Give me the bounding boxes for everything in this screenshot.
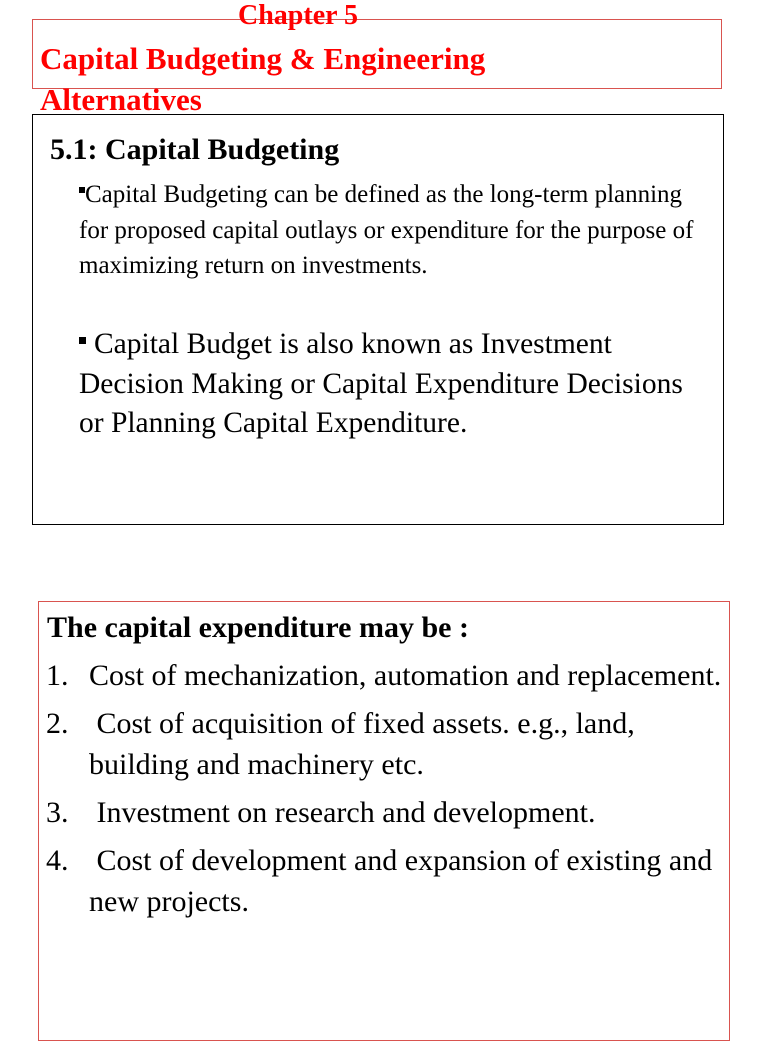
list-item-number: 3.	[46, 796, 69, 829]
list-item-text: Cost of acquisition of fixed assets. e.g., land, building and machinery etc.	[89, 707, 643, 781]
definition-text: Capital Budgeting can be defined as the long-term planning for proposed capital outlays or expenditure for the purpose of maximizing return on investments.	[79, 181, 694, 279]
list-item-number: 1.	[46, 659, 69, 692]
expenditure-list	[46, 655, 726, 929]
also-known-text: Capital Budget is also known as Investment Decision Making or Capital Expenditure Decisions or Planning Capital Expenditure.	[79, 328, 683, 439]
list-item-text: Cost of development and expansion of existing and new projects.	[89, 844, 720, 918]
list-item-text: Cost of mechanization, automation and replacement.	[89, 659, 722, 692]
capital-budgeting-box	[32, 114, 724, 525]
list-item	[46, 703, 726, 785]
list-item-number: 2.	[46, 707, 69, 740]
square-bullet-icon	[79, 337, 86, 344]
expenditure-heading: The capital expenditure may be :	[47, 611, 469, 644]
chapter-label: Chapter 5	[238, 0, 359, 31]
list-item	[46, 792, 726, 833]
also-known-bullet	[79, 325, 709, 444]
list-item	[46, 840, 726, 922]
definition-bullet	[79, 177, 709, 284]
list-item	[46, 655, 726, 696]
list-item-number: 4.	[46, 844, 69, 877]
page-title: Capital Budgeting & Engineering Alternatives	[40, 41, 486, 117]
list-item-text: Investment on research and development.	[89, 796, 596, 829]
section-heading: 5.1: Capital Budgeting	[50, 133, 340, 166]
